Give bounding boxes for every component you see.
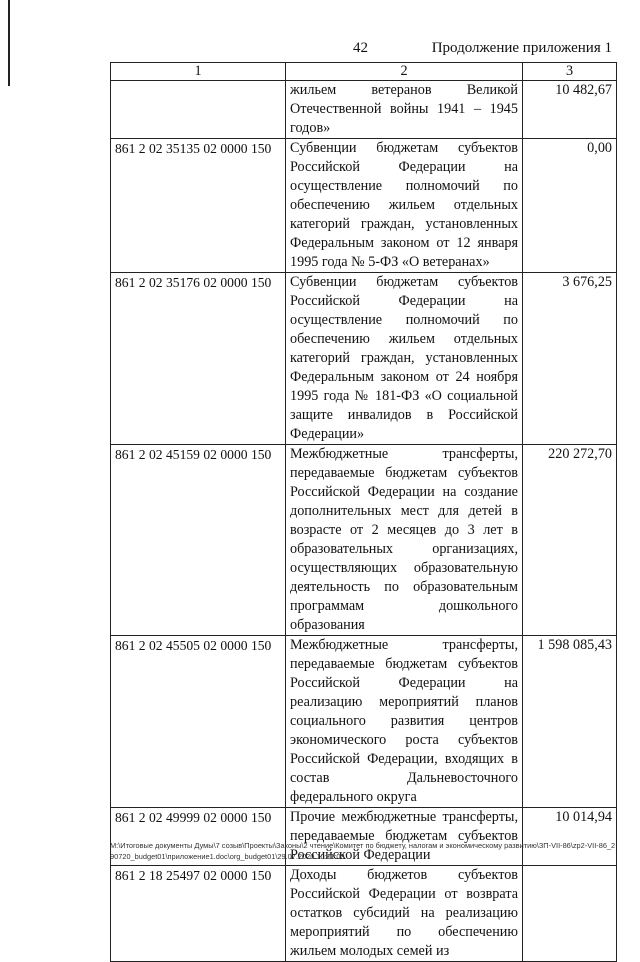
table-row	[111, 866, 617, 962]
budget-code: 861 2 02 35135 02 0000 150	[111, 139, 286, 273]
table-row	[111, 636, 617, 808]
budget-code	[111, 81, 286, 139]
row-amount: 10 014,94	[523, 808, 617, 866]
table-header-row	[111, 63, 617, 81]
page-header	[0, 40, 640, 60]
continuation-label: Продолжение приложения 1	[431, 40, 612, 56]
row-amount: 3 676,25	[523, 273, 617, 445]
row-description: Межбюджетные трансферты, передаваемые бюджетам субъектов Российской Федерации на создание дополнительных мест для детей в возрасте от 2 месяцев до 3 лет в образовательных организациях, осуществляющих образовательную деятельность по образовательным программам дошкольного образования	[286, 445, 523, 636]
row-amount: 0,00	[523, 139, 617, 273]
file-path-footer: М:\Итоговые документы Думы\7 созыв\Проекты\Законы\2 чтение\Комитет по бюджету, налогам и экономическому развитию\ЗП-VII-86\zp2-VII-86_290720_budget01\приложение1.doc\org_budget01\29.07.2020 10:11:03	[110, 841, 616, 861]
page-number: 42	[353, 40, 368, 56]
row-amount: 220 272,70	[523, 445, 617, 636]
row-description: Межбюджетные трансферты, передаваемые бюджетам субъектов Российской Федерации на реализацию мероприятий планов социального развития центров экономического роста субъектов Российской Федерации, входящих в состав Дальневосточного федерального округа	[286, 636, 523, 808]
column-header-2: 2	[286, 63, 523, 81]
row-amount: 1 598 085,43	[523, 636, 617, 808]
budget-code: 861 2 02 45505 02 0000 150	[111, 636, 286, 808]
budget-code: 861 2 02 45159 02 0000 150	[111, 445, 286, 636]
table-row	[111, 139, 617, 273]
row-description: Доходы бюджетов субъектов Российской Федерации от возврата остатков субсидий на реализацию мероприятий по обеспечению жильем молодых семей из	[286, 866, 523, 962]
appendix-table	[110, 62, 617, 962]
table-row	[111, 445, 617, 636]
column-header-1: 1	[111, 63, 286, 81]
row-description: жильем ветеранов Великой Отечественной войны 1941 – 1945 годов»	[286, 81, 523, 139]
row-description: Прочие межбюджетные трансферты, передаваемые бюджетам субъектов Российской Федерации	[286, 808, 523, 866]
row-description: Субвенции бюджетам субъектов Российской Федерации на осуществление полномочий по обеспечению жильем отдельных категорий граждан, установленных Федеральным законом от 12 января 1995 года № 5-ФЗ «О ветеранах»	[286, 139, 523, 273]
row-amount: 10 482,67	[523, 81, 617, 139]
row-amount	[523, 866, 617, 962]
budget-code: 861 2 02 49999 02 0000 150	[111, 808, 286, 866]
row-description: Субвенции бюджетам субъектов Российской Федерации на осуществление полномочий по обеспечению жильем отдельных категорий граждан, установленных Федеральным законом от 24 ноября 1995 года № 181-ФЗ «О социальной защите инвалидов в Российской Федерации»	[286, 273, 523, 445]
budget-code: 861 2 02 35176 02 0000 150	[111, 273, 286, 445]
budget-code: 861 2 18 25497 02 0000 150	[111, 866, 286, 962]
table-row	[111, 273, 617, 445]
table-row	[111, 81, 617, 139]
column-header-3: 3	[523, 63, 617, 81]
